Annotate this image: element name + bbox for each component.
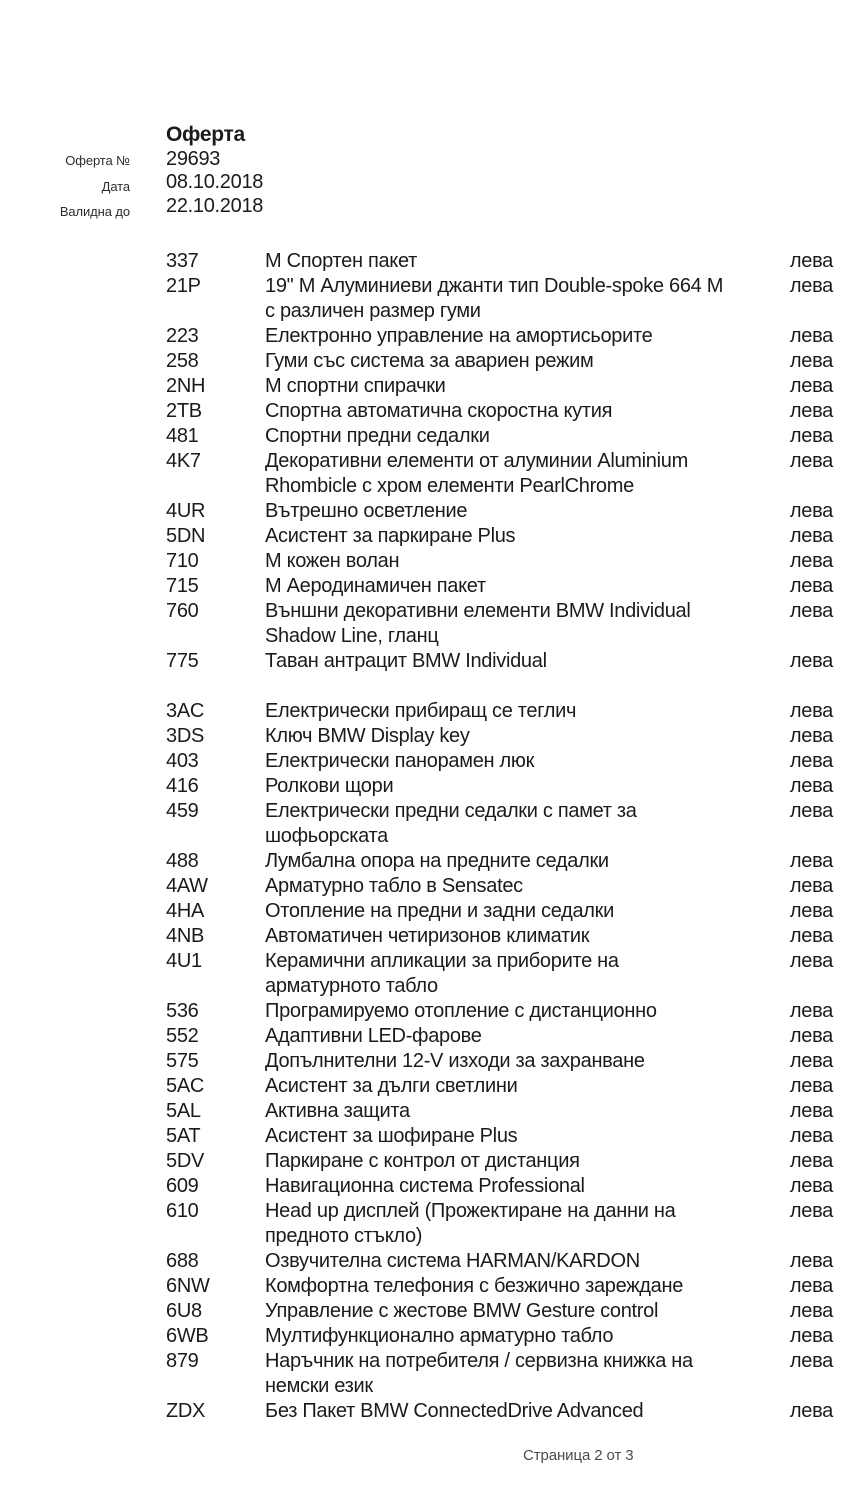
option-row bbox=[166, 1349, 833, 1399]
option-description-line: Ключ BMW Display key bbox=[265, 725, 470, 747]
option-description-line: Паркиране с контрол от дистанция bbox=[265, 1150, 580, 1172]
option-code: 4UR bbox=[166, 500, 206, 522]
option-currency: лева bbox=[789, 425, 833, 447]
option-currency: лева bbox=[789, 725, 833, 747]
option-description-line: предното стъкло) bbox=[265, 1225, 423, 1247]
option-row bbox=[166, 874, 833, 899]
option-description-line: Отопление на предни и задни седалки bbox=[265, 900, 614, 922]
option-currency: лева bbox=[789, 525, 833, 547]
option-code: 4U1 bbox=[166, 950, 202, 972]
option-currency: лева bbox=[789, 550, 833, 572]
option-description-line: Ролкови щори bbox=[265, 775, 394, 797]
offer-number-label: Оферта № bbox=[65, 153, 130, 168]
option-currency: лева bbox=[789, 925, 833, 947]
option-currency: лева bbox=[789, 700, 833, 722]
option-code: 337 bbox=[166, 250, 199, 272]
option-currency: лева bbox=[789, 850, 833, 872]
option-code: 5DN bbox=[166, 525, 206, 547]
option-description-line: Управление с жестове BMW Gesture control bbox=[265, 1300, 659, 1322]
option-row bbox=[166, 424, 833, 449]
option-currency: лева bbox=[789, 1200, 833, 1222]
option-description bbox=[265, 249, 833, 274]
option-description-line: с различен размер гуми bbox=[265, 300, 481, 322]
option-row bbox=[166, 374, 833, 399]
option-row bbox=[166, 724, 833, 749]
option-currency: лева bbox=[789, 1000, 833, 1022]
option-description-line: М Аеродинамичен пакет bbox=[265, 575, 486, 597]
option-code: 688 bbox=[166, 1250, 199, 1272]
option-currency: лева bbox=[789, 275, 833, 297]
option-currency: лева bbox=[789, 1100, 833, 1122]
option-code: 536 bbox=[166, 1000, 199, 1022]
option-description-line: шофьорската bbox=[265, 825, 388, 847]
option-description-line: Декоративни елементи от алуминии Aluminium bbox=[265, 450, 688, 472]
option-code: 416 bbox=[166, 775, 199, 797]
option-description-line: Shadow Line, гланц bbox=[265, 625, 439, 647]
option-row bbox=[166, 499, 833, 524]
option-row bbox=[166, 999, 833, 1024]
option-description bbox=[265, 774, 833, 799]
option-row bbox=[166, 749, 833, 774]
option-description bbox=[265, 949, 833, 999]
option-code: 775 bbox=[166, 650, 199, 672]
option-currency: лева bbox=[789, 900, 833, 922]
option-code: 4NB bbox=[166, 925, 205, 947]
option-code: 760 bbox=[166, 600, 199, 622]
option-code: 552 bbox=[166, 1025, 199, 1047]
option-description bbox=[265, 374, 833, 399]
option-code: 6WB bbox=[166, 1325, 209, 1347]
option-currency: лева bbox=[789, 1350, 833, 1372]
option-code: 715 bbox=[166, 575, 199, 597]
option-currency: лева bbox=[789, 400, 833, 422]
option-description-line: Асистент за дълги светлини bbox=[265, 1075, 518, 1097]
option-description-line: Спортна автоматична скоростна кутия bbox=[265, 400, 613, 422]
option-row bbox=[166, 1249, 833, 1274]
option-description bbox=[265, 399, 833, 424]
option-code: 4HA bbox=[166, 900, 205, 922]
option-row bbox=[166, 599, 833, 649]
option-description bbox=[265, 1074, 833, 1099]
option-description bbox=[265, 1049, 833, 1074]
option-row bbox=[166, 349, 833, 374]
option-description-line: М спортни спирачки bbox=[265, 375, 446, 397]
options-section bbox=[166, 699, 833, 1424]
option-description bbox=[265, 574, 833, 599]
option-code: 5AL bbox=[166, 1100, 201, 1122]
option-row bbox=[166, 949, 833, 999]
option-description-line: арматурното табло bbox=[265, 975, 438, 997]
option-description-line: Вътрешно осветление bbox=[265, 500, 468, 522]
option-description-line: Адаптивни LED-фарове bbox=[265, 1025, 482, 1047]
option-row bbox=[166, 1274, 833, 1299]
option-currency: лева bbox=[789, 1250, 833, 1272]
option-description-line: Допълнителни 12-V изходи за захранване bbox=[265, 1050, 645, 1072]
option-description-line: 19" М Алуминиеви джанти тип Double-spoke 664 M bbox=[265, 275, 724, 297]
option-currency: лева bbox=[789, 1075, 833, 1097]
option-code: 4AW bbox=[166, 875, 208, 897]
option-code: 609 bbox=[166, 1175, 199, 1197]
option-code: ZDX bbox=[166, 1400, 206, 1422]
option-description-line: Електрически предни седалки с памет за bbox=[265, 800, 637, 822]
option-currency: лева bbox=[789, 1050, 833, 1072]
option-row bbox=[166, 524, 833, 549]
option-description bbox=[265, 1024, 833, 1049]
option-code: 5AT bbox=[166, 1125, 201, 1147]
option-code: 21P bbox=[166, 275, 201, 297]
option-row bbox=[166, 1124, 833, 1149]
option-currency: лева bbox=[789, 1325, 833, 1347]
option-description-line: Без Пакет BMW ConnectedDrive Advanced bbox=[265, 1400, 644, 1422]
option-description-line: Електрически панорамен люк bbox=[265, 750, 535, 772]
option-code: 258 bbox=[166, 350, 199, 372]
option-description-line: Наръчник на потребителя / сервизна книжка на bbox=[265, 1350, 693, 1372]
date-label: Дата bbox=[101, 179, 130, 194]
option-description bbox=[265, 499, 833, 524]
option-description bbox=[265, 1349, 833, 1399]
option-row bbox=[166, 1049, 833, 1074]
option-description bbox=[265, 749, 833, 774]
option-row bbox=[166, 799, 833, 849]
option-code: 4K7 bbox=[166, 450, 201, 472]
option-description-line: Автоматичен четиризонов климатик bbox=[265, 925, 590, 947]
option-currency: лева bbox=[789, 1300, 833, 1322]
option-description-line: Програмируемо отопление с дистанционно bbox=[265, 1000, 657, 1022]
option-code: 223 bbox=[166, 325, 199, 347]
option-description bbox=[265, 549, 833, 574]
option-code: 710 bbox=[166, 550, 199, 572]
option-description bbox=[265, 599, 833, 649]
option-description bbox=[265, 324, 833, 349]
option-currency: лева bbox=[789, 1275, 833, 1297]
option-currency: лева bbox=[789, 600, 833, 622]
option-description bbox=[265, 1099, 833, 1124]
option-description bbox=[265, 449, 833, 499]
option-currency: лева bbox=[789, 325, 833, 347]
option-description-line: М Спортен пакет bbox=[265, 250, 418, 272]
option-description bbox=[265, 924, 833, 949]
option-currency: лева bbox=[789, 450, 833, 472]
valid-until-label: Валидна до bbox=[59, 204, 130, 219]
option-row bbox=[166, 1149, 833, 1174]
option-description-line: Асистент за паркиране Plus bbox=[265, 525, 516, 547]
option-row bbox=[166, 274, 833, 324]
option-description-line: Активна защита bbox=[265, 1100, 410, 1122]
option-row bbox=[166, 399, 833, 424]
option-currency: лева bbox=[789, 800, 833, 822]
option-currency: лева bbox=[789, 375, 833, 397]
option-description bbox=[265, 724, 833, 749]
option-description-line: Гуми със система за авариен режим bbox=[265, 350, 594, 372]
option-currency: лева bbox=[789, 750, 833, 772]
option-description bbox=[265, 849, 833, 874]
date-value: 08.10.2018 bbox=[166, 171, 264, 194]
option-row bbox=[166, 1099, 833, 1124]
option-currency: лева bbox=[789, 1125, 833, 1147]
option-code: 488 bbox=[166, 850, 199, 872]
option-currency: лева bbox=[789, 575, 833, 597]
offer-number-value: 29693 bbox=[166, 148, 221, 170]
option-description bbox=[265, 1124, 833, 1149]
option-code: 3DS bbox=[166, 725, 205, 747]
option-description-line: Навигационна система Professional bbox=[265, 1175, 585, 1197]
option-code: 481 bbox=[166, 425, 199, 447]
option-description-line: Външни декоративни елементи BMW Individual bbox=[265, 600, 691, 622]
option-description-line: Rhombicle с хром елементи PearlChrome bbox=[265, 475, 634, 497]
option-description bbox=[265, 1399, 833, 1424]
option-description-line: Спортни предни седалки bbox=[265, 425, 490, 447]
option-currency: лева bbox=[789, 1025, 833, 1047]
option-description bbox=[265, 1174, 833, 1199]
option-row bbox=[166, 924, 833, 949]
option-code: 6U8 bbox=[166, 1300, 202, 1322]
option-row bbox=[166, 549, 833, 574]
option-description bbox=[265, 1324, 833, 1349]
option-description bbox=[265, 1249, 833, 1274]
option-row bbox=[166, 1074, 833, 1099]
option-row bbox=[166, 1174, 833, 1199]
option-row bbox=[166, 1199, 833, 1249]
option-currency: лева bbox=[789, 950, 833, 972]
option-description bbox=[265, 799, 833, 849]
options-table bbox=[166, 249, 833, 1449]
option-code: 459 bbox=[166, 800, 199, 822]
option-row bbox=[166, 649, 833, 674]
option-row bbox=[166, 899, 833, 924]
option-row bbox=[166, 699, 833, 724]
option-currency: лева bbox=[789, 775, 833, 797]
option-description-line: Керамични апликации за приборите на bbox=[265, 950, 619, 972]
option-description bbox=[265, 699, 833, 724]
option-description bbox=[265, 1274, 833, 1299]
option-description-line: Арматурно табло в Sensatec bbox=[265, 875, 523, 897]
option-code: 3AC bbox=[166, 700, 205, 722]
option-row bbox=[166, 1024, 833, 1049]
page-indicator: Страница 2 от 3 bbox=[523, 1447, 634, 1464]
option-row bbox=[166, 574, 833, 599]
option-row bbox=[166, 249, 833, 274]
option-code: 5AC bbox=[166, 1075, 205, 1097]
option-row bbox=[166, 324, 833, 349]
option-description-line: М кожен волан bbox=[265, 550, 400, 572]
option-currency: лева bbox=[789, 1175, 833, 1197]
option-code: 610 bbox=[166, 1200, 199, 1222]
option-description-line: Електронно управление на амортисьорите bbox=[265, 325, 653, 347]
option-description bbox=[265, 1199, 833, 1249]
option-description-line: Head up дисплей (Прожектиране на данни на bbox=[265, 1200, 676, 1222]
option-description bbox=[265, 874, 833, 899]
option-currency: лева bbox=[789, 250, 833, 272]
option-description bbox=[265, 274, 833, 324]
option-description bbox=[265, 349, 833, 374]
option-currency: лева bbox=[789, 350, 833, 372]
option-code: 575 bbox=[166, 1050, 199, 1072]
option-description bbox=[265, 1149, 833, 1174]
option-code: 5DV bbox=[166, 1150, 205, 1172]
option-currency: лева bbox=[789, 875, 833, 897]
option-description bbox=[265, 524, 833, 549]
option-currency: лева bbox=[789, 500, 833, 522]
option-row bbox=[166, 1324, 833, 1349]
option-row bbox=[166, 849, 833, 874]
option-description-line: Асистент за шофиране Plus bbox=[265, 1125, 518, 1147]
option-currency: лева bbox=[789, 1400, 833, 1422]
option-code: 403 bbox=[166, 750, 199, 772]
options-section bbox=[166, 249, 833, 674]
option-description bbox=[265, 649, 833, 674]
option-row bbox=[166, 774, 833, 799]
option-code: 879 bbox=[166, 1350, 199, 1372]
option-code: 2TB bbox=[166, 400, 202, 422]
option-description bbox=[265, 999, 833, 1024]
option-description-line: Озвучителна система HARMAN/KARDON bbox=[265, 1250, 640, 1272]
offer-header bbox=[166, 121, 263, 218]
option-description-line: немски език bbox=[265, 1375, 373, 1397]
option-currency: лева bbox=[789, 650, 833, 672]
option-description-line: Таван антрацит BMW Individual bbox=[265, 650, 547, 672]
option-description bbox=[265, 424, 833, 449]
option-currency: лева bbox=[789, 1150, 833, 1172]
option-description-line: Мултифункционално арматурно табло bbox=[265, 1325, 614, 1347]
option-description bbox=[265, 1299, 833, 1324]
option-description-line: Електрически прибиращ се теглич bbox=[265, 700, 577, 722]
option-code: 6NW bbox=[166, 1275, 210, 1297]
page-title: Оферта bbox=[166, 123, 245, 146]
option-description-line: Комфортна телефония с безжично зареждане bbox=[265, 1275, 684, 1297]
option-description-line: Лумбална опора на предните седалки bbox=[265, 850, 609, 872]
option-code: 2NH bbox=[166, 375, 206, 397]
option-row bbox=[166, 449, 833, 499]
valid-until-value: 22.10.2018 bbox=[166, 194, 264, 217]
option-row bbox=[166, 1299, 833, 1324]
option-row bbox=[166, 1399, 833, 1424]
option-description bbox=[265, 899, 833, 924]
